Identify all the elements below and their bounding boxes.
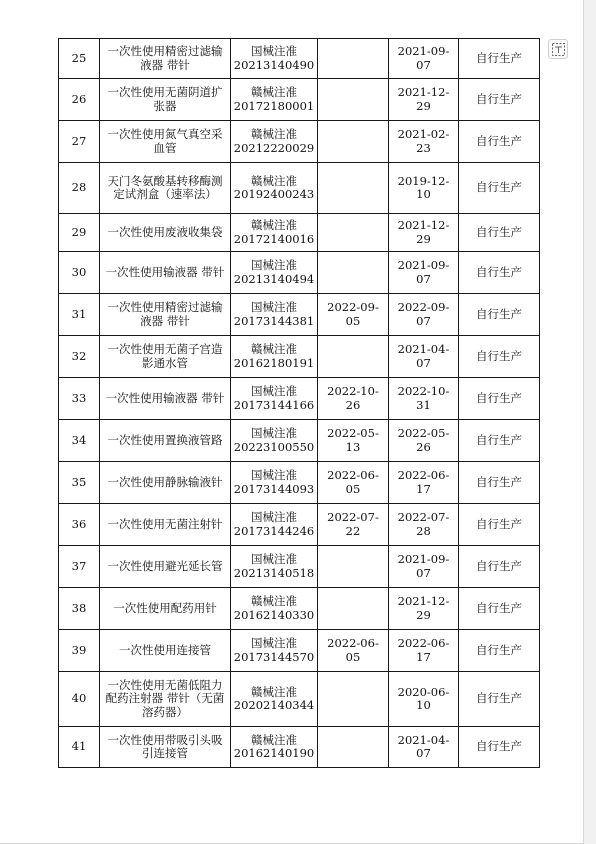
product-name-cell: 一次性使用静脉输液针: [100, 462, 231, 504]
registration-number-cell: 赣械注准 20172180001: [231, 79, 318, 121]
date-a-cell: [318, 163, 389, 214]
registration-number-cell: 赣械注准 20202140344: [231, 672, 318, 727]
row-number-cell: 39: [59, 630, 100, 672]
row-number-cell: 40: [59, 672, 100, 727]
date-a-cell: [318, 546, 389, 588]
production-source-cell: 自行生产: [459, 163, 540, 214]
production-source-cell: 自行生产: [459, 727, 540, 768]
date-a-cell: [318, 79, 389, 121]
production-source-cell: 自行生产: [459, 588, 540, 630]
date-b-cell: 2021-09-07: [389, 546, 459, 588]
date-b-cell: 2022-06-17: [389, 462, 459, 504]
registration-number-cell: 国械注准 20173144093: [231, 462, 318, 504]
date-b-cell: 2022-10-31: [389, 378, 459, 420]
date-a-cell: [318, 252, 389, 294]
date-b-cell: 2021-02-23: [389, 121, 459, 163]
date-b-cell: 2022-05-26: [389, 420, 459, 462]
text-extract-icon: [552, 43, 565, 56]
production-source-cell: 自行生产: [459, 378, 540, 420]
product-name-cell: 一次性使用无菌注射针: [100, 504, 231, 546]
table-row: [59, 630, 540, 672]
product-name-cell: 一次性使用废液收集袋: [100, 214, 231, 252]
table-row: [59, 336, 540, 378]
table-row: [59, 294, 540, 336]
date-a-cell: 2022-07-22: [318, 504, 389, 546]
table-row: [59, 163, 540, 214]
table-body: [59, 39, 540, 768]
registration-number-cell: 国械注准 20213140494: [231, 252, 318, 294]
registration-number-cell: 赣械注准 20192400243: [231, 163, 318, 214]
table-row: [59, 546, 540, 588]
row-number-cell: 33: [59, 378, 100, 420]
date-a-cell: [318, 672, 389, 727]
registration-number-cell: 国械注准 20213140518: [231, 546, 318, 588]
date-a-cell: [318, 121, 389, 163]
product-name-cell: 一次性使用连接管: [100, 630, 231, 672]
date-a-cell: 2022-06-05: [318, 630, 389, 672]
production-source-cell: 自行生产: [459, 546, 540, 588]
table-row: [59, 588, 540, 630]
table-row: [59, 214, 540, 252]
date-b-cell: 2021-04-07: [389, 336, 459, 378]
row-number-cell: 27: [59, 121, 100, 163]
row-number-cell: 28: [59, 163, 100, 214]
date-a-cell: [318, 214, 389, 252]
product-name-cell: 一次性使用配药用针: [100, 588, 231, 630]
registration-number-cell: 国械注准 20173144166: [231, 378, 318, 420]
product-table: [58, 38, 540, 768]
table-row: [59, 121, 540, 163]
date-a-cell: 2022-06-05: [318, 462, 389, 504]
row-number-cell: 32: [59, 336, 100, 378]
row-number-cell: 37: [59, 546, 100, 588]
product-name-cell: 一次性使用置换液管路: [100, 420, 231, 462]
row-number-cell: 31: [59, 294, 100, 336]
product-name-cell: 一次性使用无菌阴道扩张器: [100, 79, 231, 121]
date-b-cell: 2021-12-29: [389, 588, 459, 630]
production-source-cell: 自行生产: [459, 462, 540, 504]
product-name-cell: 一次性使用精密过滤输液器 带针: [100, 294, 231, 336]
date-b-cell: 2021-04-07: [389, 727, 459, 768]
production-source-cell: 自行生产: [459, 420, 540, 462]
row-number-cell: 26: [59, 79, 100, 121]
table-row: [59, 39, 540, 79]
table-row: [59, 252, 540, 294]
date-b-cell: 2021-09-07: [389, 39, 459, 79]
registration-number-cell: 赣械注准 20162140190: [231, 727, 318, 768]
date-a-cell: [318, 336, 389, 378]
date-b-cell: 2022-06-17: [389, 630, 459, 672]
production-source-cell: 自行生产: [459, 252, 540, 294]
registration-number-cell: 赣械注准 20172140016: [231, 214, 318, 252]
production-source-cell: 自行生产: [459, 294, 540, 336]
date-b-cell: 2021-12-29: [389, 79, 459, 121]
product-name-cell: 天门冬氨酸基转移酶测定试剂盒（速率法）: [100, 163, 231, 214]
date-a-cell: 2022-10-26: [318, 378, 389, 420]
registration-number-cell: 赣械注准 20212220029: [231, 121, 318, 163]
product-name-cell: 一次性使用精密过滤输液器 带针: [100, 39, 231, 79]
date-b-cell: 2022-07-28: [389, 504, 459, 546]
row-number-cell: 38: [59, 588, 100, 630]
product-name-cell: 一次性使用避光延长管: [100, 546, 231, 588]
date-a-cell: 2022-09-05: [318, 294, 389, 336]
row-number-cell: 36: [59, 504, 100, 546]
product-name-cell: 一次性使用氮气真空采血管: [100, 121, 231, 163]
product-name-cell: 一次性使用带吸引头吸引连接管: [100, 727, 231, 768]
date-a-cell: [318, 588, 389, 630]
date-b-cell: 2022-09-07: [389, 294, 459, 336]
row-number-cell: 30: [59, 252, 100, 294]
production-source-cell: 自行生产: [459, 214, 540, 252]
date-a-cell: 2022-05-13: [318, 420, 389, 462]
registration-number-cell: 国械注准 20173144246: [231, 504, 318, 546]
registration-number-cell: 国械注准 20173144381: [231, 294, 318, 336]
table-row: [59, 672, 540, 727]
registration-number-cell: 国械注准 20223100550: [231, 420, 318, 462]
registration-number-cell: 赣械注准 20162180191: [231, 336, 318, 378]
date-a-cell: [318, 727, 389, 768]
table-row: [59, 378, 540, 420]
registration-number-cell: 国械注准 20173144570: [231, 630, 318, 672]
production-source-cell: 自行生产: [459, 336, 540, 378]
row-number-cell: 41: [59, 727, 100, 768]
table-row: [59, 420, 540, 462]
product-name-cell: 一次性使用无菌子宫造影通水管: [100, 336, 231, 378]
row-number-cell: 35: [59, 462, 100, 504]
table-row: [59, 79, 540, 121]
product-name-cell: 一次性使用无菌低阻力配药注射器 带针（无菌溶药器）: [100, 672, 231, 727]
row-number-cell: 34: [59, 420, 100, 462]
production-source-cell: 自行生产: [459, 630, 540, 672]
product-name-cell: 一次性使用输液器 带针: [100, 252, 231, 294]
date-b-cell: 2020-06-10: [389, 672, 459, 727]
date-b-cell: 2021-09-07: [389, 252, 459, 294]
production-source-cell: 自行生产: [459, 121, 540, 163]
registration-number-cell: 赣械注准 20162140330: [231, 588, 318, 630]
product-name-cell: 一次性使用输液器 带针: [100, 378, 231, 420]
table-row: [59, 462, 540, 504]
text-extract-button[interactable]: [548, 39, 568, 59]
production-source-cell: 自行生产: [459, 504, 540, 546]
registration-number-cell: 国械注准 20213140490: [231, 39, 318, 79]
production-source-cell: 自行生产: [459, 39, 540, 79]
date-b-cell: 2019-12-10: [389, 163, 459, 214]
row-number-cell: 25: [59, 39, 100, 79]
row-number-cell: 29: [59, 214, 100, 252]
production-source-cell: 自行生产: [459, 672, 540, 727]
date-a-cell: [318, 39, 389, 79]
date-b-cell: 2021-12-29: [389, 214, 459, 252]
production-source-cell: 自行生产: [459, 79, 540, 121]
table-row: [59, 727, 540, 768]
table-row: [59, 504, 540, 546]
